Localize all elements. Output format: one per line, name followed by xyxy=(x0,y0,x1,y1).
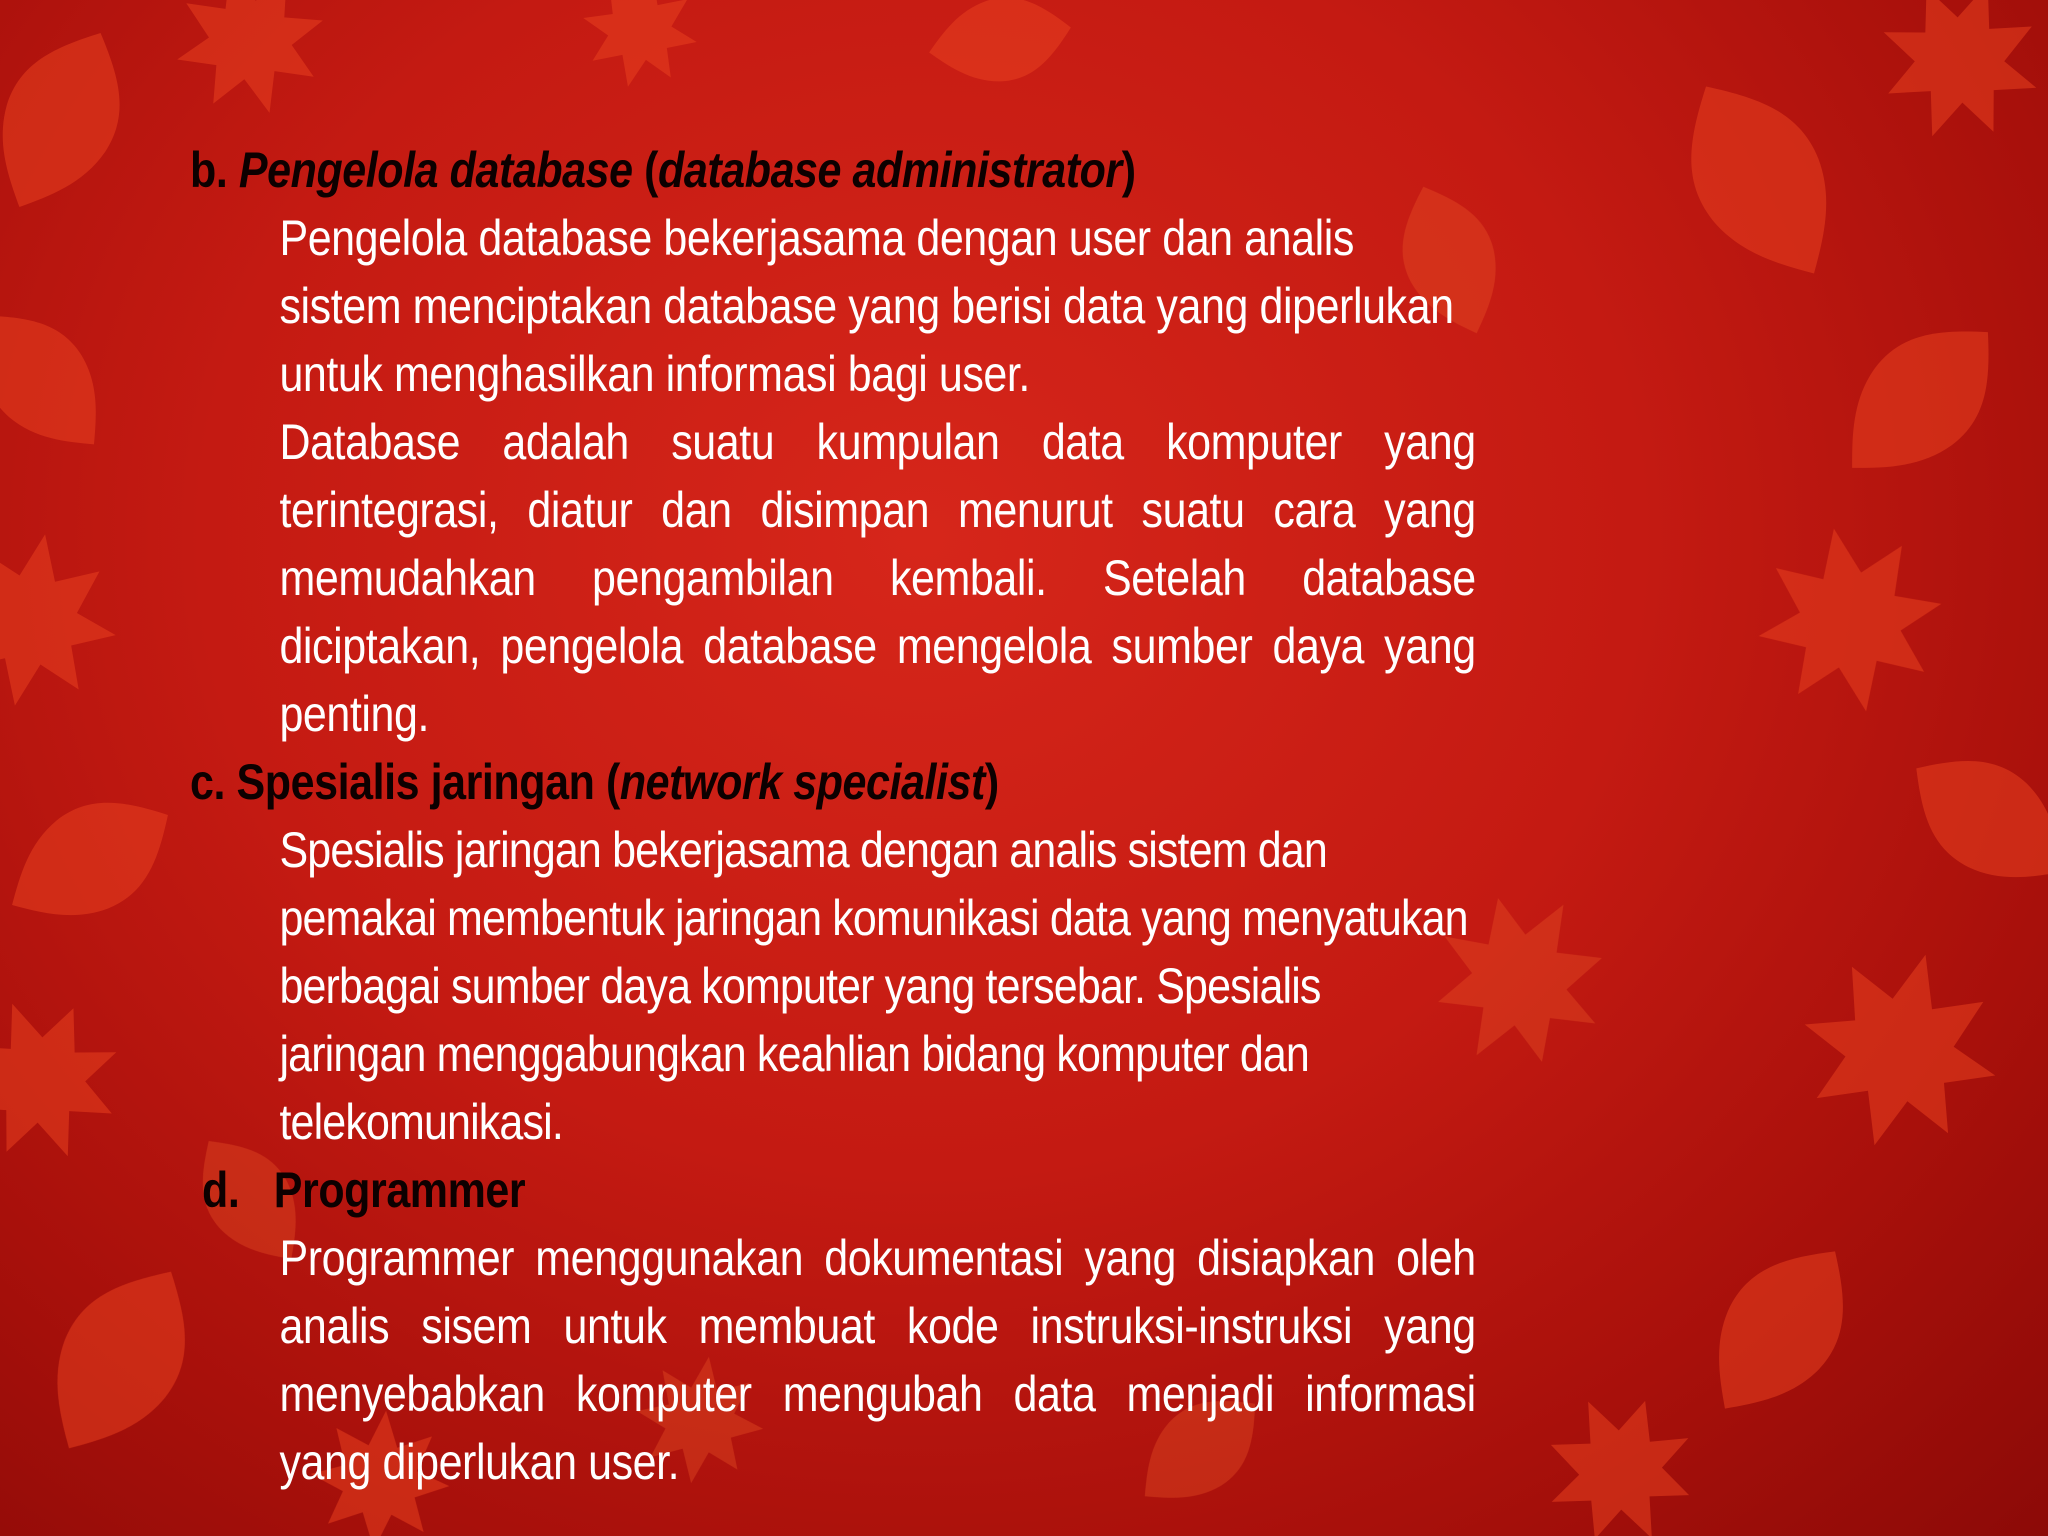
heading-prefix: b. xyxy=(190,142,239,198)
slide-content xyxy=(190,136,1476,1496)
paragraph-database-administrator-1: Pengelola database bekerjasama dengan user dan analis sistem menciptakan database yang berisi data yang diperlukan untuk menghasilkan informasi bagi user. xyxy=(279,210,1454,402)
heading-network-specialist xyxy=(190,748,1476,816)
heading-paren-close: ) xyxy=(1121,142,1136,198)
heading-programmer xyxy=(202,1156,1476,1224)
heading-term: Pengelola database xyxy=(238,142,633,198)
paragraph-programmer: Programmer menggunakan dokumentasi yang disiapkan oleh analis sisem untuk membuat kode instruksi-instruksi yang menyebabkan komputer mengubah data menjadi informasi yang diperlukan user. xyxy=(279,1230,1476,1490)
heading-english-term: network specialist xyxy=(619,754,985,810)
heading-english-term: database administrator xyxy=(658,142,1122,198)
heading-title: Programmer xyxy=(273,1162,526,1218)
heading-paren-close: ) xyxy=(984,754,999,810)
heading-prefix: c. Spesialis jaringan ( xyxy=(190,754,620,810)
paragraph-database-administrator-2: Database adalah suatu kumpulan data komputer yang terintegrasi, diatur dan disimpan menurut suatu cara yang memudahkan pengambilan kembali. Setelah database diciptakan, pengelola database mengelola sumber daya yang penting. xyxy=(279,414,1476,742)
heading-paren-open: ( xyxy=(632,142,659,198)
heading-database-administrator xyxy=(190,136,1476,204)
heading-prefix: d. xyxy=(202,1162,240,1218)
paragraph-network-specialist: Spesialis jaringan bekerjasama dengan analis sistem dan pemakai membentuk jaringan komunikasi data yang menyatukan berbagai sumber daya komputer yang tersebar. Spesialis jaringan menggabungkan keahlian bidang komputer dan telekomunikasi. xyxy=(279,822,1468,1150)
